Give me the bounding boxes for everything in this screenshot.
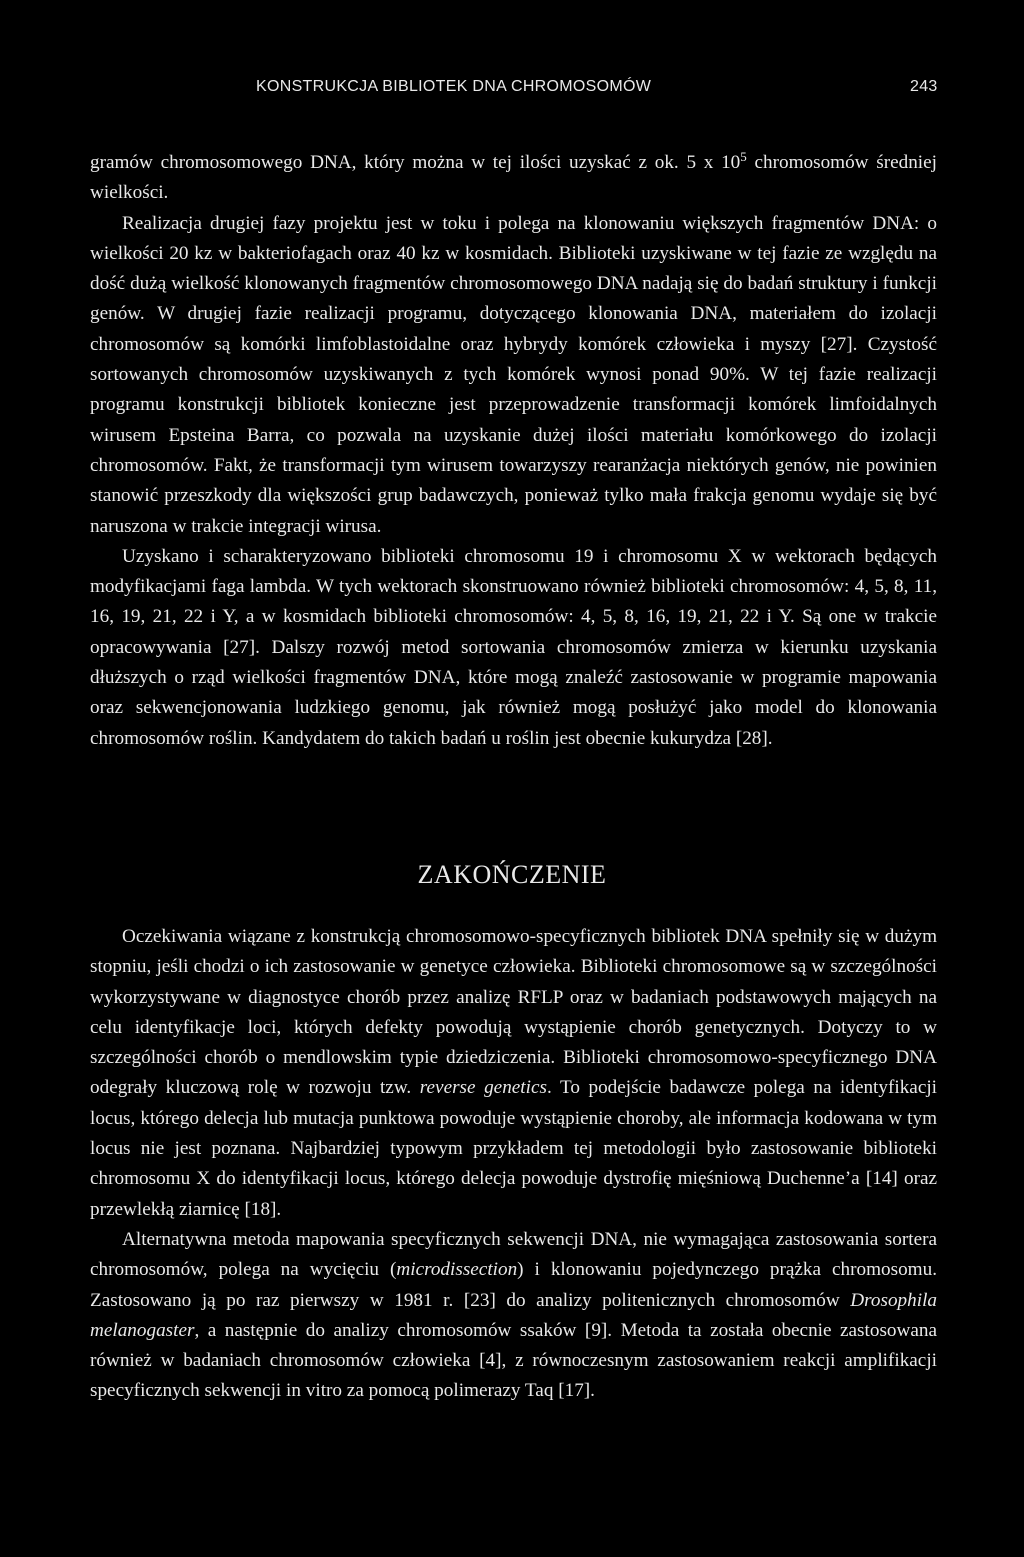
paragraph-libraries: Uzyskano i scharakteryzowano biblioteki chromosomu 19 i chromosomu X w wektorach będących modyfikacjami faga lambda. W tych wektorach skonstruowano również biblioteki chromosomów: 4, 5, 8, 11, 16, 19, 21, 22 i Y, a w kosmidach biblioteki chromosomów: 4, 5, 8, 16, 19, 21, 22 i Y. Są one w trakcie opracowywania [27]. Dalszy rozwój metod sortowania chromosomów zmierza w kierunku uzyskania dłuższych o rząd wielkości fragmentów DNA, które mogą znaleźć zastosowanie w programie mapowania oraz sekwencjonowania ludzkiego genomu, jak również mogą posłużyć jako model do klonowania chromosomów roślin. Kandydatem do takich badań u roślin jest obecnie kukurydza [28]. (90, 545, 937, 749)
paragraph-phase-two: Realizacja drugiej fazy projektu jest w toku i polega na klonowaniu większych fragmentów DNA: o wielkości 20 kz w bakteriofagach oraz 40 kz w kosmidach. Biblioteki uzyskiwane w tej fazie ze względu na dość dużą wielkość klonowanych fragmentów chromosomowego DNA nadają się do badań struktury i funkcji genów. W drugiej fazie realizacji programu, dotyczącego klonowania DNA, materiałem do izolacji chromosomów są komórki limfoblastoidalne oraz hybrydy komórek człowieka i myszy [27]. Czystość sortowanych chromosomów uzyskiwanych z tych komórek wynosi ponad 90%. W tej fazie realizacji programu konstrukcji bibliotek konieczne jest przeprowadzenie transformacji komórek limfoidalnych wirusem Epsteina Barra, co pozwala na uzyskanie dużej ilości materiału komórkowego do izolacji chromosomów. Fakt, że transformacji tym wirusem towarzyszy rearanżacja niektórych genów, nie powinien stanowić przeszkody dla większości grup badawczych, ponieważ tylko mała frakcja genomu wydaje się być naruszona w trakcie integracji wirusa. (90, 212, 937, 537)
paragraph-text: gramów chromosomowego DNA, który można w tej ilości uzyskać z ok. 5 x 10 (90, 152, 741, 173)
section-body (90, 148, 937, 754)
paragraph-text: , a następnie do analizy chromosomów ssaków [9]. Metoda ta została obecnie zastosowana również w badaniach chromosomów człowieka [4], z równoczesnym zastosowaniem reakcji amplifikacji specyficznych sekwencji in vitro za pomocą polimerazy Taq [17]. (90, 1319, 937, 1402)
paragraph-text: . To podejście badawcze polega na identyfikacji locus, którego delecja lub mutacja punktowa powoduje wystąpienie choroby, ale informacja kodowana w tym locus nie jest poznana. Najbardziej typowym przykładem tej metodologii było zastosowanie biblioteki chromosomu X do identyfikacji locus, którego delecja powoduje dystrofię mięśniową Duchenne’a [14] oraz przewlekłą ziarnicę [18]. (90, 1077, 937, 1220)
paragraph-continuation (90, 148, 937, 209)
page-number: 243 (910, 78, 938, 95)
italic-species-name: Drosophila melanogaster (90, 1289, 937, 1341)
section-heading: ZAKOŃCZENIE (417, 860, 607, 889)
superscript-exponent: 5 (740, 149, 747, 164)
paragraph-text: Oczekiwania wiązane z konstrukcją chromosomowo-specyficznych bibliotek DNA spełniły się w dużym stopniu, jeśli chodzi o ich zastosowanie w genetyce człowieka. Biblioteki chromosomowe są w szczególności wykorzystywane w diagnostyce chorób przez analizę RFLP oraz w badaniach podstawowych mających na celu identyfikacje loci, których defekty powodują wystąpienie chorób genetycznych. Dotyczy to w szczególności chorób o mendlowskim typie dziedziczenia. Biblioteki chromosomowo-specyficznego DNA odegrały kluczową rolę w rozwoju tzw. (90, 926, 937, 1099)
paragraph-alternative-method (90, 1225, 937, 1407)
paragraph-expectations (90, 922, 937, 1225)
running-title: KONSTRUKCJA BIBLIOTEK DNA CHROMOSOMÓW (256, 78, 652, 95)
paragraph-text: chromosomów średniej wielkości. (90, 152, 937, 204)
italic-term: microdissection (396, 1259, 518, 1281)
conclusion-body (90, 922, 937, 1407)
paragraph-text: ) i klonowaniu pojedynczego prążka chromosomu. Zastosowano ją po raz pierwszy w 1981 r. [23] do analizy politenicznych chromosomów (90, 1259, 937, 1311)
italic-term: reverse genetics (419, 1077, 547, 1099)
running-header (0, 78, 1024, 102)
paragraph-text: Alternatywna metoda mapowania specyficznych sekwencji DNA, nie wymagająca zastosowania sortera chromosomów, polega na wycięciu ( (90, 1228, 937, 1281)
